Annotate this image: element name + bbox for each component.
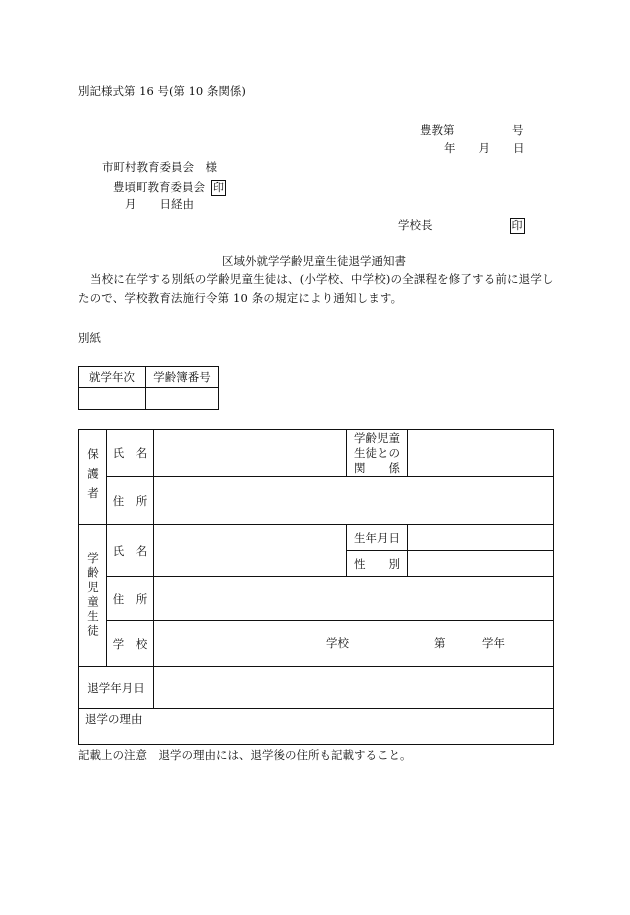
student-address-field[interactable]: [154, 577, 554, 621]
relationship-field[interactable]: [408, 430, 554, 477]
withdrawal-reason-field[interactable]: [79, 709, 554, 745]
sender-board: 豊頃町教育委員会: [113, 180, 205, 194]
guardian-group-text: 保護者: [86, 447, 100, 507]
issue-date: 年 月 日: [444, 141, 525, 155]
principal-line: [398, 218, 525, 234]
relationship-line-1: 学齢児童: [354, 431, 400, 445]
grade-prefix: 第: [434, 636, 446, 650]
guardian-address-field[interactable]: [154, 477, 554, 525]
seal-mark: 印: [213, 181, 224, 194]
withdrawal-date-label: 退学年月日: [79, 667, 154, 709]
register-number-header: 学齢簿番号: [146, 367, 219, 388]
guardian-address-label: 住 所: [107, 477, 154, 525]
enrollment-table: [78, 366, 219, 410]
relationship-label: [347, 430, 408, 477]
gender-label: 性 別: [347, 551, 408, 577]
gender-field[interactable]: [408, 551, 554, 577]
student-name-label: 氏 名: [107, 525, 154, 577]
via-line: 月 日経由: [125, 197, 194, 211]
form-reference: 別記様式第 16 号(第 10 条関係): [78, 84, 246, 98]
notice-body: 当校に在学する別紙の学齢児童生徒は、(小学校、中学校)の全課程を修了する前に退学したので、学校教育法施行令第 10 条の規定により通知します。: [78, 272, 554, 305]
enrollment-year-cell[interactable]: [79, 388, 146, 410]
school-field[interactable]: [154, 621, 554, 667]
relationship-line-2: 生徒との: [354, 446, 400, 460]
birthdate-label: 生年月日: [347, 525, 408, 551]
footnote: 記載上の注意 退学の理由には、退学後の住所も記載すること。: [78, 748, 412, 762]
withdrawal-date-field[interactable]: [154, 667, 554, 709]
register-number-cell[interactable]: [146, 388, 219, 410]
guardian-name-label: 氏 名: [107, 430, 154, 477]
principal-seal: 印: [511, 219, 523, 232]
relationship-line-3: 関 係: [354, 461, 400, 475]
enrollment-year-header: 就学年次: [79, 367, 146, 388]
school-suffix: 学校: [326, 636, 349, 650]
guardian-group-label: [79, 430, 107, 525]
student-form-table: [78, 429, 554, 745]
student-address-label: 住 所: [107, 577, 154, 621]
principal-label: 学校長: [398, 218, 433, 232]
student-group-text: 学齢児童生徒: [86, 552, 100, 639]
appendix-label: 別紙: [78, 331, 101, 345]
student-name-field[interactable]: [154, 525, 347, 577]
school-label: 学 校: [107, 621, 154, 667]
student-group-label: [79, 525, 107, 667]
sender-block: [113, 180, 226, 196]
document-number: 豊教第 号: [420, 123, 524, 137]
addressee: 市町村教育委員会 様: [102, 160, 217, 174]
guardian-name-field[interactable]: [154, 430, 347, 477]
grade-suffix: 学年: [482, 636, 505, 650]
birthdate-field[interactable]: [408, 525, 554, 551]
document-title: 区域外就学学齢児童生徒退学通知書: [222, 254, 406, 268]
withdrawal-reason-label: 退学の理由: [85, 712, 143, 726]
